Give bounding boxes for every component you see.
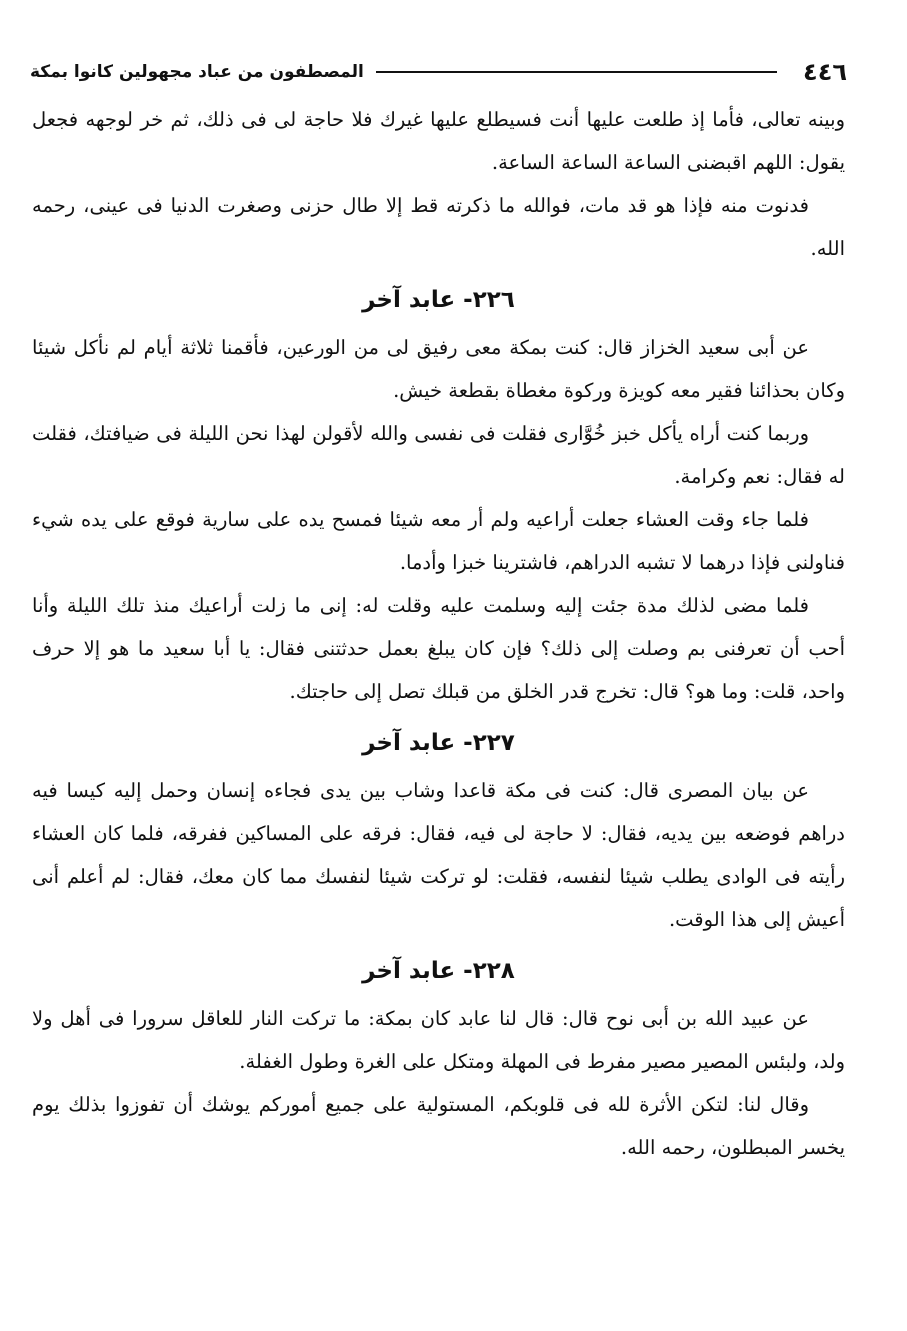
page-number: ٤٤٦	[803, 58, 847, 86]
section-heading: ٢٢٨- عابد آخر	[362, 958, 515, 984]
paragraph: وبينه تعالى، فأما إذ طلعت عليها أنت فسيطلع عليها غيرك فلا حاجة لى فى ذلك، ثم خر لوجهه فجعل يقول: اللهم اقبضنى الساعة الساعة الساعة.	[32, 108, 845, 174]
paragraph: وقال لنا: لتكن الأثرة لله فى قلوبكم، المستولية على جميع أموركم يوشك أن تفوزوا بذلك يوم يخسر المبطلون، رحمه الله.	[32, 1093, 845, 1159]
paragraph: فلما جاء وقت العشاء جعلت أراعيه ولم أر معه شيئا فمسح يده على سارية فوقع على يده شيء فناولنى فإذا درهما لا تشبه الدراهم، فاشترينا خبزا وأدما.	[32, 508, 845, 574]
paragraph: عن عبيد الله بن أبى نوح قال: قال لنا عابد كان بمكة: ما تركت النار للعاقل سرورا فى أهل ولا ولد، ولبئس المصير مصير مفرط فى المهلة ومتكل على الغرة وطول الغفلة.	[32, 1007, 845, 1073]
section-heading: ٢٢٧- عابد آخر	[362, 730, 515, 756]
paragraph: وربما كنت أراه يأكل خبز خُوَّارى فقلت فى نفسى والله لأقولن لهذا نحن الليلة فى ضيافتك، فقلت له فقال: نعم وكرامة.	[32, 422, 845, 488]
header-rule	[376, 71, 777, 73]
paragraph: عن بيان المصرى قال: كنت فى مكة قاعدا وشاب بين يدى فجاءه إنسان وحمل إليه كيسا فيه دراهم فوضعه بين يديه، فقال: لا حاجة لى فيه، فقال: فرقه على المساكين ففرقه، فلما كان العشاء رأيته فى الوادى يطلب شيئا لنفسه، فقلت: لو تركت شيئا لنفسك مما كان معك، فقال: لم أعلم أنى أعيش إلى هذا الوقت.	[32, 779, 845, 931]
running-title: المصطفون من عباد مجهولين كانوا بمكة	[30, 62, 364, 82]
paragraph: فدنوت منه فإذا هو قد مات، فوالله ما ذكرته قط إلا طال حزنى وصغرت الدنيا فى عينى، رحمه الله.	[32, 194, 845, 260]
section-heading: ٢٢٦- عابد آخر	[362, 287, 515, 313]
paragraph: عن أبى سعيد الخزاز قال: كنت بمكة معى رفيق لى من الورعين، فأقمنا ثلاثة أيام لم نأكل شيئا وكان بحذائنا فقير معه كويزة وركوة مغطاة بقطعة خيش.	[32, 336, 845, 402]
page-body	[32, 98, 845, 1169]
running-header	[30, 52, 847, 92]
paragraph: فلما مضى لذلك مدة جئت إليه وسلمت عليه وقلت له: إنى ما زلت أراعيك منذ تلك الليلة وأنا أحب أن تعرفنى بم وصلت إلى ذلك؟ فإن كان يبلغ بعمل حدثتنى فقال: يا أبا سعيد ما هو إلا حرف واحد، قلت: وما هو؟ قال: تخرج قدر الخلق من قبلك تصل إلى حاجتك.	[32, 594, 845, 703]
